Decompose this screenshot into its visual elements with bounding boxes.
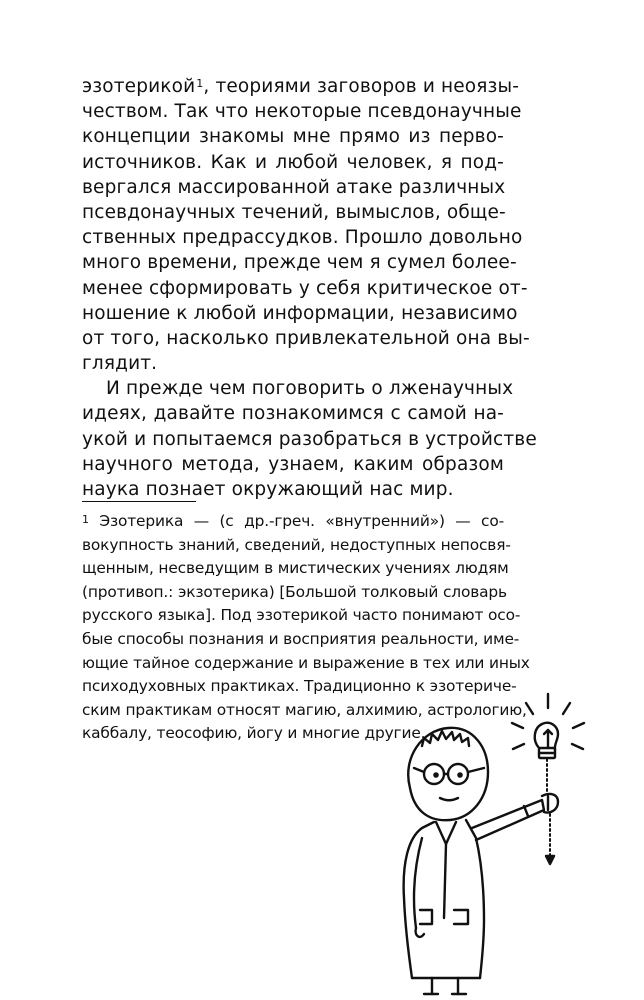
lab-coat-icon — [404, 820, 484, 994]
text-line-4: источников. Как и любой человек, я под- — [82, 151, 504, 173]
text-line-6: псевдонаучных течений, вымыслов, обще- — [82, 201, 506, 223]
text-line-17: наука познает окружающий нас мир. — [82, 479, 454, 500]
footnote-number: 1 — [82, 513, 89, 526]
footnote-line-2: вокупность знаний, сведений, недоступных непосвя- — [82, 535, 511, 554]
text-line-14: идеях, давайте познакомимся с самой на- — [82, 403, 504, 425]
footnote-line-9: ским практикам относят магию, алхимию, астрологию, — [82, 700, 527, 719]
text-line-12: глядит. — [82, 353, 158, 375]
footnote-reference[interactable]: 1 — [196, 77, 204, 90]
footnote-line-4: (противоп.: экзотерика) [Большой толковый словарь — [82, 582, 507, 601]
scientist-arm-icon — [472, 794, 558, 840]
text-line-5: вергался массированной атаке различных — [82, 176, 506, 198]
footnote-divider — [82, 501, 196, 502]
text-line-16: научного метода, узнаем, каким образом — [82, 453, 504, 475]
text-line-15: укой и попытаемся разобраться в устройстве — [82, 428, 537, 450]
text-line-9: менее сформировать у себя критическое от- — [82, 277, 528, 299]
text-line-13: И прежде чем поговорить о лженаучных — [106, 378, 514, 400]
text-line-10: ношение к любой информации, независимо — [82, 302, 518, 324]
footnote-line-3: щенным, несведущим в мистических учениях людям — [82, 559, 509, 578]
footnote-line-1: 1 Эзотерика — (с др.-греч. «внутренний») — со- — [82, 512, 505, 530]
footnote-line-7: ющие тайное содержание и выражение в тех или иных — [82, 653, 530, 672]
text-line-11: от того, насколько привлекательной она вы- — [82, 327, 530, 349]
footnote-line-8: психодуховных практиках. Традиционно к эзотериче- — [82, 677, 517, 696]
scientist-head-icon — [408, 728, 488, 820]
text-line-7: ственных предрассудков. Прошло довольно — [82, 227, 523, 249]
text-line-8: много времени, прежде чем я сумел более- — [82, 252, 517, 274]
footnote-line-6: бые способы познания и восприятия реальности, име- — [82, 629, 520, 648]
lightbulb-icon — [535, 723, 558, 758]
text-line-3: концепции знакомы мне прямо из перво- — [82, 126, 504, 148]
scientist-with-lightbulb-icon — [392, 688, 620, 1000]
footnote-line-5: русского языка]. Под эзотерикой часто понимают осо- — [82, 606, 521, 625]
text-line-1: эзотерикой$^1$, теориями заговоров и неоязы- — [82, 76, 520, 97]
text-line-2: чеством. Так что некоторые псевдонаучные — [82, 101, 522, 123]
body-text — [82, 74, 537, 502]
footnote-line-10: каббалу, теософию, йогу и многие другие. — [82, 724, 426, 743]
